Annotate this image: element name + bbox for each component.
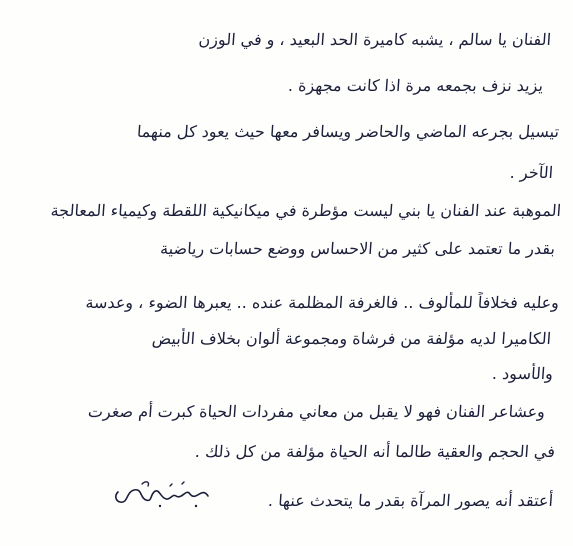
letter-line-4: الآخر . [509, 163, 554, 182]
letter-line-11: في الحجم والعقية طالما أنه الحياة مؤلفة من كل ذلك . [194, 442, 556, 461]
letter-line-7: وعليه فخلافاً للمألوف .. فالغرفة المظلمة عنده .. يعبرها الضوء ، وعدسة [84, 293, 560, 312]
letter-line-6: بقدر ما تعتمد على كثير من الاحساس ووضع حسابات رياضية [159, 239, 556, 258]
letter-line-3: تيسيل بجرعه الماضي والحاضر ويسافر معها حيث يعود كل منهما [136, 122, 560, 141]
letter-line-5: الموهبة عند الفنان يا بني ليست مؤطرة في ميكانيكية اللقطة وكيمياء المعالجة [50, 201, 562, 220]
letter-line-12: أعتقد أنه يصور المرآة بقدر ما يتحدث عنها . [267, 491, 554, 510]
letter-line-8: الكاميرا لديه مؤلفة من فرشاة ومجموعة ألوان بخلاف الأبيض [151, 329, 552, 348]
letter-line-10: وعشاعر الفنان فهو لا يقبل من معاني مفردات الحياة كبرت أم صغرت [87, 402, 546, 421]
letter-line-9: والأسود . [491, 364, 554, 383]
letter-line-2: يزيد نزف بجمعه مرة اذا كانت مجهزة . [287, 76, 544, 95]
letter-line-1: الفنان يا سالم ، يشبه كاميرة الحد البعيد ، و في الوزن [197, 30, 552, 49]
handwritten-signature-icon [112, 476, 212, 510]
